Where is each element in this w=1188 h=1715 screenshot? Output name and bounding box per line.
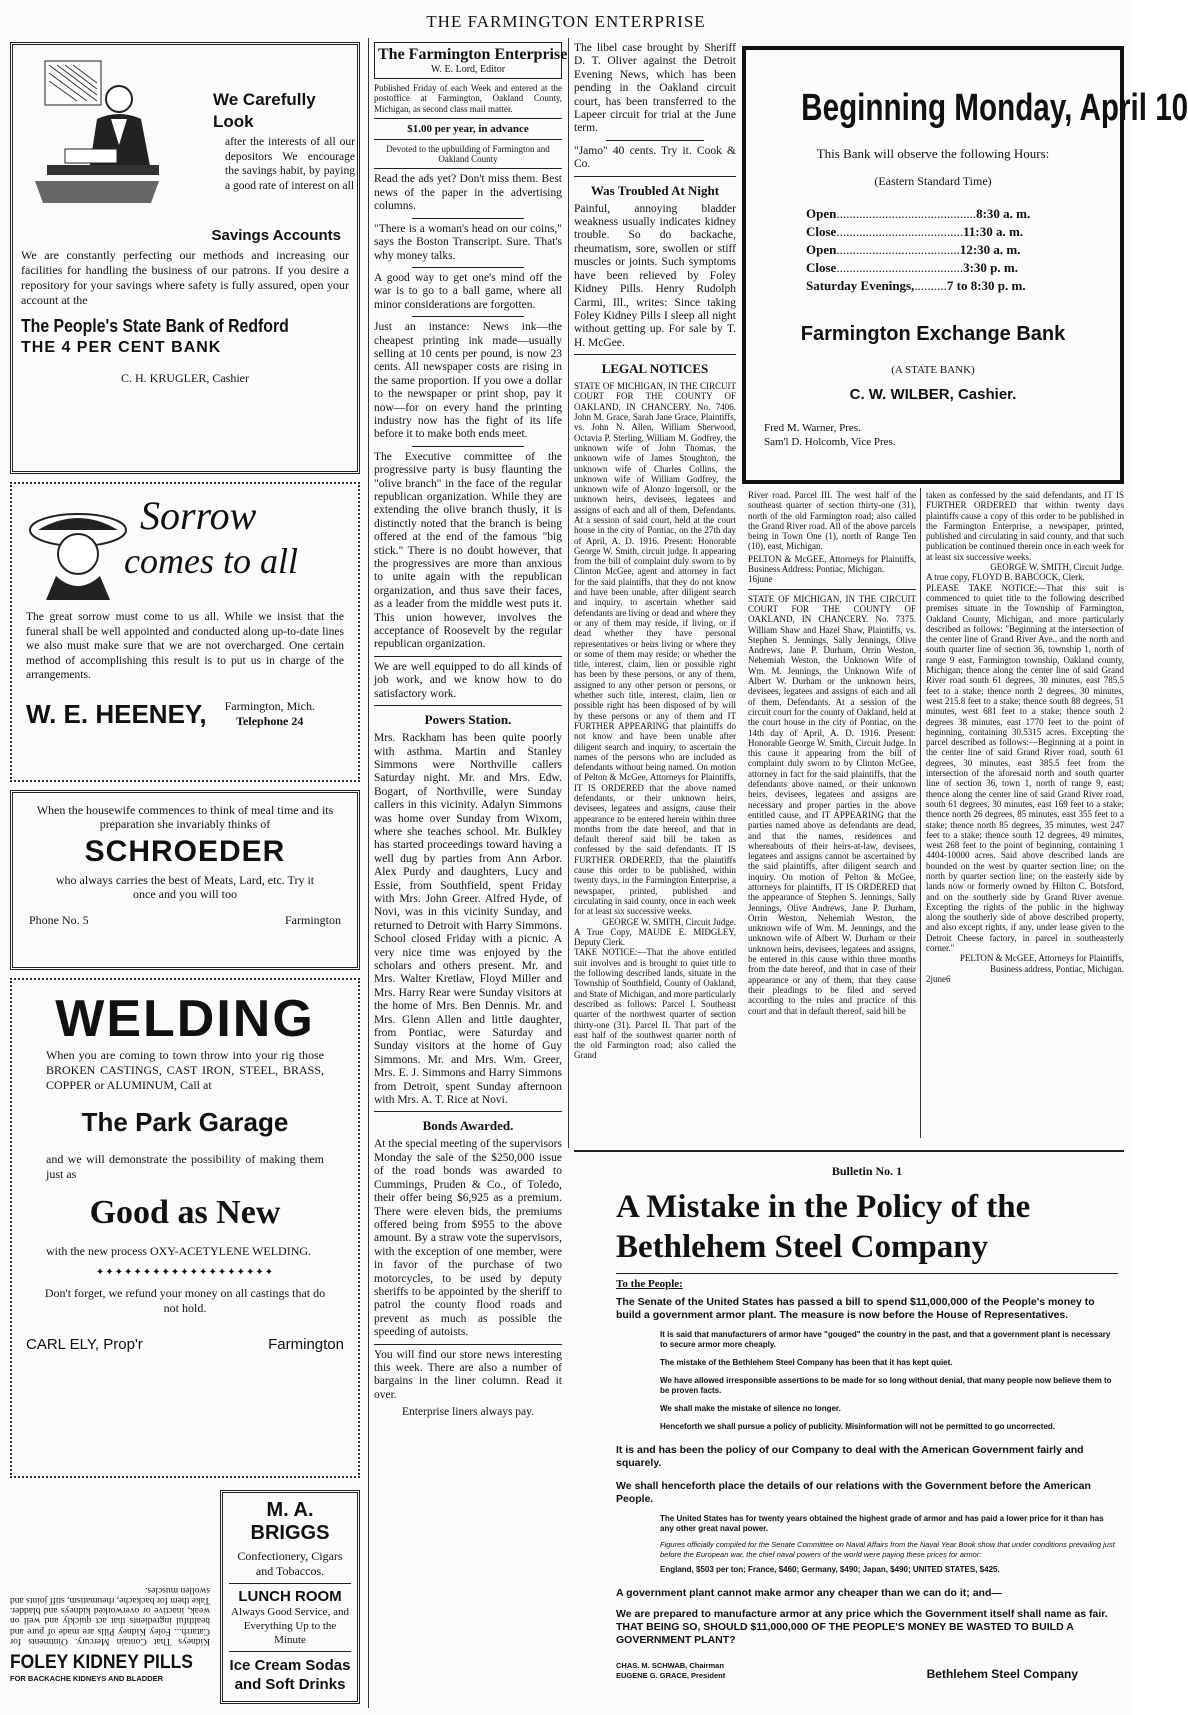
legal5-copy: A true copy, FLOYD B. BABCOCK, Clerk. xyxy=(926,572,1085,583)
column-rule xyxy=(920,488,921,1138)
schroeder-phone: Phone No. 5 xyxy=(29,913,89,927)
legal5-p1: taken as confessed by the said defendants, and IT IS FURTHER ORDERED that within twenty days plaintiffs cause a copy of this order to be published in the Farmington Enterprise, a newspaper, printed, published and circulating in said county, and that such publication be continued therein once in each week for at least six successive weeks. xyxy=(926,490,1124,562)
briggs-name: M. A. BRIGGS xyxy=(250,1499,330,1544)
heeney-name: W. E. HEENEY, xyxy=(26,698,207,729)
legal5-attys: PELTON & McGEE, Attorneys for Plaintiffs, Business address, Pontiac, Michigan. xyxy=(959,953,1124,974)
subscription-price: $1.00 per year, in advance xyxy=(407,122,529,135)
bank-name: The People's State Bank of Redford xyxy=(21,316,289,336)
lunch-room: LUNCH ROOM xyxy=(238,1588,342,1605)
bethlehem-p4: We have allowed irresponsible assertions to be made for so long without denial, that many people now believe them to be proven facts. xyxy=(660,1376,1112,1395)
heeney-funeral-ad xyxy=(10,482,360,782)
bonds-heading: Bonds Awarded. xyxy=(422,1118,514,1134)
garage-town: Farmington xyxy=(268,1336,344,1353)
welding-title: WELDING xyxy=(55,990,315,1048)
garage-prop: CARL ELY, Prop'r xyxy=(26,1336,143,1353)
bethlehem-steel-ad xyxy=(616,1160,1118,1708)
editorial-p4: Just an instance: News ink—the cheapest printing ink made—usually selling at 10 cents per pound, is now 23 cents. All newspaper costs are rising in the same proportion. If you owe a dollar to the newspaper or print shop, pay it now—for on every hand the printing industry now has the fight of its life before it to make both ends meet. xyxy=(374,321,562,441)
store-news: You will find our store news interesting this week. There are also a number of bargains in the liner column. Read it over. xyxy=(374,1348,562,1401)
bethlehem-headline: A Mistake in the Policy of the Bethlehem Steel Company xyxy=(616,1189,1031,1265)
bethlehem-p8: We shall henceforth place the details of our relations with the Government before the American People. xyxy=(616,1480,1091,1505)
jamo-ad: "Jamo" 40 cents. Try it. Cook & Co. xyxy=(574,144,736,171)
legal5-run: 2june6 xyxy=(926,973,951,984)
powers-station-body: Mrs. Rackham has been quite poorly with asthma. Martin and Stanley Simmons were Northville callers Saturday night. Mr. and Mrs. Edw. Bogart, of Northville, were Sunday callers in this vicinity. Adalyn Simmons was home over Sunday from Wixom, where she teaches school. Mr. Bulkley has started proceedings toward having a well dug by parties from Ann Arbor. Alex Purdy and daughters, Lucy and Essie, from Southfield, spent Friday with Mrs. John Greer. Alfred Hyde, of Novi, was in this vicinity Sunday, and returned to Detroit with Harry Simmons. School closed Friday with a picnic. A very nice time was enjoyed by the scholars and others present. Mr. and Mrs. Walter Kretlaw, Floyd Miller and Mrs. Harry Rear were Sunday visitors at the home of Mrs. Ben Dennis. Mr. and Mrs. Glenn Allen and little daughter, from Pontiac, were Saturday and Sunday visitors at the home of Guy Simmons. Mr. and Mrs. Wm. Greer, Mrs. E. J. Simmons and Harry Simmons from Detroit, spent Sunday afternoon with Mrs. A. T. Rice at Novi. xyxy=(374,732,562,1107)
signer-schwab: CHAS. M. SCHWAB, Chairman xyxy=(616,1661,724,1670)
liners-pay: Enterprise liners always pay. xyxy=(401,1406,535,1419)
stars-divider: ✦✦✦✦✦✦✦✦✦✦✦✦✦✦✦✦✦✦✦ xyxy=(95,1267,275,1278)
exchange-intro: This Bank will observe the following Hours: xyxy=(816,146,1050,161)
legal4-parcels: River road. Parcel III. The west half of the southeast quarter of section thirty-one (31), north of the old Farmington road; also called the Grand River road. All of the above parcels being in Town One (1), north of Range Ten (10), east, Michigan. xyxy=(748,490,916,552)
bank-cashier: C. H. KRUGLER, Cashier xyxy=(121,371,249,385)
garage-body4: Don't forget, we refund your money on all castings that do not hold. xyxy=(44,1286,326,1315)
hours-row: Open ...................................... 12:30 a. m. xyxy=(806,242,1021,257)
editorial-column xyxy=(374,42,568,1706)
briggs-ad xyxy=(220,1490,360,1704)
legal4-attys: PELTON & McGEE, Attorneys for Plaintiffs, Business Address: Pontiac, Michigan. xyxy=(748,553,916,575)
heeney-body: The great sorrow must come to us all. While we insist that the funeral shall be well appointed and conducted along up-to-date lines we also must make sure that we are not overcharged. One certain method of accomplishing this result is to put us in charge of the arrangements. xyxy=(26,611,344,681)
schroeder-ad xyxy=(10,790,360,970)
legal5-p2: PLEASE TAKE NOTICE:—That this suit is commenced to quiet title to the following described premises situate in the Township of Farmington, Oakland County, Michigan, and more particularly described as follows: "Beginning at the intersection of the center line of Grand River Ave., and the north and south quarter line of section 36, township 1, north of range 9 east, Farmington township, Oakland county, Michigan; thence along the center line of said Grand River road south 61 degrees, 30 minutes, east 785.5 feet to a stake; thence north 2 degrees, 30 minutes, west 215.8 feet to a stake; thence south 88 degrees, 51 minutes, west 681 feet to a stake; thence south 2 degrees 38 minutes, east 1770 feet to the point of beginning, containing 30.5315 acres. Excepting the parcel described as follows:—Beginning at a point in the center line of said Grand River road, south 61 degrees, 30 minutes, east 385.5 feet from the intersection of the aforesaid north and south quarter line of section 36, town 1, north of range 9, east; thence along the center line of said Grand River road, south 61 degrees, 30 minutes, east 169 feet to a stake; thence north 26 degrees, 85 minutes, east 355 feet to a stake; thence north 85 degrees, 35 minutes, west 247 feet to a stake; thence south 12 degrees, 49 minutes, west 268 feet to the point of beginning, containing 1 4404-10000 acres. Said above described lands are bounded on the west by quarter section line; on the north by quarter section line; on the easterly side by lands now or formerly owned by Hilton C. Botsford, and on the southerly side by Grand River avenue. Excepting the rights of the public in the highway along the southerly side of above described property, and also except rights, if any, under lease given to the Detroit Cheese factory, in parcel in southeasterly corner." xyxy=(926,582,1124,954)
news-column xyxy=(574,42,736,1146)
troubled-heading: Was Troubled At Night xyxy=(590,182,720,198)
bethlehem-p3: The mistake of the Bethlehem Steel Company has been that it has kept quiet. xyxy=(660,1358,953,1367)
headline-line1: We Carefully xyxy=(213,90,316,109)
bonds-body: At the special meeting of the supervisors Monday the sale of the $250,000 issue of the road bonds was awarded to Cummings, Pruden & Co., of Toledo, their offer being $6,925 as a premium. There were eleven bids, the premiums offered being from $955 to the above amount. By a straw vote the supervisors, with the exception of one member, were in favor of the purchase of two motorcycles, to be used by deputy sheriffs to be appointed by the sheriff to patrol the county flood roads and prevent as much as possible the speeding of autoists. xyxy=(374,1138,562,1339)
schroeder-intro: When the housewife commences to think of meal time and its preparation she invariably thinks of xyxy=(36,803,334,831)
foley-sub: FOR BACKACHE KIDNEYS AND BLADDER xyxy=(10,1674,164,1683)
exchange-bank-name: Farmington Exchange Bank xyxy=(800,323,1066,345)
editorial-p6: We are well equipped to do all kinds of job work, and we know how to do satisfactory work. xyxy=(374,660,562,700)
bethlehem-p2: It is said that manufacturers of armor have "gouged" the country in the past, and that a government plant is necessary to secure armor more cheaply. xyxy=(660,1330,1111,1349)
bethlehem-p5: We shall make the mistake of silence no longer. xyxy=(660,1404,841,1413)
exchange-headline: Beginning Monday, April 10 xyxy=(801,87,1188,129)
bethlehem-p13: We are prepared to manufacture armor at any price which the Government itself shall name as fair. THAT BEING SO, SHOULD $11,000,000 OF THE PEOPLE'S MONEY BE WASTED TO BUILD A GOVERNMENT PLANT? xyxy=(616,1608,1108,1646)
column-rule xyxy=(368,38,369,1708)
exchange-bank-ad xyxy=(742,46,1188,484)
bethlehem-p7: It is and has been the policy of our Company to deal with the American Government fairly and squarely. xyxy=(616,1444,1084,1469)
exchange-cashier: C. W. WILBER, Cashier. xyxy=(849,386,1017,403)
sorrow-title-line2: comes to all xyxy=(124,541,298,581)
bethlehem-p12: A government plant cannot make armor any cheaper than we can do it; and— xyxy=(616,1587,1002,1599)
headline-line2: Look xyxy=(213,112,254,131)
exchange-state: (A STATE BANK) xyxy=(891,364,975,376)
editorial-p2: "There is a woman's head on our coins," says the Boston Transcript. Sure. That's why money talks. xyxy=(374,222,562,262)
exchange-vpres: Sam'l D. Holcomb, Vice Pres. xyxy=(764,436,896,448)
editorial-p1: Read the ads yet? Don't miss them. Best news of the paper in the advertising columns. xyxy=(374,173,562,213)
editorial-p5: The Executive committee of the progressive party is busy flaunting the "olive branch" in the face of the regular republican organization. While they are extending the olive branch thusly, it is distinctly noted that the branch is being offered at the end of the famous "big stick." There is no doubt however, that the progressives are more than anxious to unite again with the republican organization, and thus save their faces, as a leader from the middle west puts it. This union however, involves the acceptance of Roosevelt by the regular republican organization. xyxy=(374,450,562,651)
woman-portrait-icon xyxy=(26,496,130,600)
schroeder-name: SCHROEDER xyxy=(84,835,286,868)
hours-row: Close ....................................... 11:30 a. m. xyxy=(806,224,1024,239)
bethlehem-p10: Figures officially compiled for the Senate Committee on Naval Affairs from the Naval Year Book show that under conditions prevailing just before the European war, the chief naval powers of the world were paying these prices for armor: xyxy=(660,1540,1115,1559)
libel-case: The libel case brought by Sheriff D. T. Oliver against the Detroit Evening News, which has been pending in the Oakland circuit court, has been transferred to the Lapeer circuit for trial at the June term. xyxy=(574,42,736,135)
heeney-phone: Telephone 24 xyxy=(236,714,304,728)
masthead: THE FARMINGTON ENTERPRISE xyxy=(426,12,706,31)
park-garage-ad xyxy=(10,978,360,1478)
peoples-state-bank-ad xyxy=(10,42,360,474)
legal-notices-heading: LEGAL NOTICES xyxy=(601,361,709,377)
bethlehem-company: Bethlehem Steel Company xyxy=(926,1667,1078,1681)
lunch-desc: Always Good Service, and Everything Up to the Minute xyxy=(231,1606,349,1646)
powers-station-heading: Powers Station. xyxy=(424,712,512,728)
foley-brand: FOLEY KIDNEY PILLS xyxy=(10,1652,193,1673)
legal-notice-7406: STATE OF MICHIGAN, IN THE CIRCUIT COURT FOR THE COUNTY OF OAKLAND, IN CHANCERY. No. 7406. John M. Grace, Sarah Jane Grace, Plaintiffs, vs. John N. Allen, William Sherwood, Octavia P. Sterling, William M. Godfrey, the unknown wife of John Thomas, the unknown wife of James Stoughton, the unknown wife of Charles Collins, the unknown wife of William Godfrey, the unknown wife of Alonzo Ingersoll, or the unknown heirs, devisees, legatees and assigns of each and all of them, Defendants. At a session of said court, held at the court house in the city of Pontiac, on the 27th day of April, A. D. 1916. Present: Honorable George W. Smith, circuit judge. It appearing from the bill of complaint duly sworn to by Clinton McGee, agent and attorney in fact for the said plaintiffs, that they do not know and have been unable, after diligent search and inquiry, to ascertain whether said defendants are living or dead and where they or any of them may reside, if living, or if dead whether they have personal representatives or heirs living or where they or some of them may reside; or whether the title, interest, claim, lien or possible right has been by these persons, or any of them, assigned to any other person or persons, or whether such title, interest, claim, lien or possible right has been disposed of by will by these persons or any of them and IT FURTHER APPEARING that plaintiffs do not know and have been unable after diligent search and inquiry, to ascertain the names of the persons who are included as defendants without being named. On motion of Pelton & McGee, Attorneys for Plaintiffs, IT IS ORDERED that the above named defendants, or their unknown heirs, devisees, legatees and assigns, cause their appearance to be entered herein within three months from the date hereof, and that in default thereof said bill be taken as confessed by the said defendants. IT IS FURTHER ORDERED, that the plaintiffs cause this order to be published, within twenty days, in the Farmington Enterprise, a newspaper, printed, published and circulating in said county, once in each week for at least six successive weeks. xyxy=(574,381,736,917)
banker-illustration-icon xyxy=(27,53,167,213)
published-note: Published Friday of each Week and entered at the postoffice at Farmington, Oakland County, Michigan, as second class mail matter. xyxy=(374,83,562,114)
savings-accounts-heading: Savings Accounts xyxy=(211,227,341,244)
legal-notice-take: TAKE NOTICE:—That the above entitled suit involves and is brought to quiet title to the following described lands, situate in the Township of Southfield, County of Oakland, and State of Michigan, and more particularly described as follows: Parcel I. Southeast quarter of the northwest quarter of section thirty-one (31). Parcel II. That part of the east half of the southwest quarter north of the old Farmington road; also called the Grand xyxy=(574,947,736,1061)
column-rule xyxy=(568,38,569,1148)
bulletin-number: Bulletin No. 1 xyxy=(831,1164,903,1178)
legal-column-4 xyxy=(748,490,916,1140)
legal-notice-7375: STATE OF MICHIGAN, IN THE CIRCUIT COURT FOR THE COUNTY OF OAKLAND, IN CHANCERY. No. 7375. William Shaw and Hazel Shaw, Plaintiffs, vs. Stephen S. Jennings, Sally Jennings, Olive Andrews, Jane P. Durham, Orrin Weston, Nehemiah Weston, the Unknown Wife of Wm. M. Jennings, the Unknown Wife of Albert W. Durham or the unknown heirs, devisees, legatees and assigns of each and all of them, Defendants. At a session of the circuit court for the county of Oakland, held at the court house in the city of Pontiac, on the 14th day of April, A. D. 1916. Present: Honorable George W. Smith, Circuit Judge. In this cause it appearing from the bill of complaint duly sworn to by Clinton McGee, attorney in fact for the said plaintiffs, that the defendants above named, or their unknown heirs, devisees, legatees and assigns are necessary and proper parties in the above entitled cause, and IT APPEARING that the parties named above as defendants are dead, and that the names, residences and whereabouts of their heirs-at-law, devisees, legatees and assigns cannot be ascertained by the said plaintiffs, after diligent search and inquiry. On motion of Pelton & McGee, attorneys for plaintiffs, IT IS ORDERED that the appearance of Stephen S. Jennings, Sally Jennings, Olive Andrews, Jane P. Durham, Orrin Weston, Nehemiah Weston, the unknown wife of Wm. M. Jennings, and the unknown wife of Albert W. Durham or their unknown heirs, devisees, legatees and assigns, be entered in this cause within three months from the date hereof, and that in case of their appearance or any of them, that they cause their pleadings to be filed and served according to the rules and practice of this court and that in default thereof, said bill be xyxy=(748,593,916,1016)
legal5-sign: GEORGE W. SMITH, Circuit Judge. xyxy=(990,562,1124,573)
foley-kidney-pills-ad xyxy=(10,1486,210,1708)
legal-column-5 xyxy=(926,490,1124,1140)
ice-cream: Ice Cream Sodas and Soft Drinks xyxy=(229,1657,351,1693)
editor: W. E. Lord, Editor xyxy=(430,64,506,75)
heeney-location: Farmington, Mich. xyxy=(224,699,315,713)
legal4-run: 16june xyxy=(748,574,773,585)
hours-row: Open ........................................... 8:30 a. m. xyxy=(806,206,1031,221)
exchange-tz: (Eastern Standard Time) xyxy=(874,174,992,188)
garage-body2: and we will demonstrate the possibility of making them just as xyxy=(46,1152,324,1181)
bethlehem-p9: The United States has for twenty years obtained the highest grade of armor and has paid a lower price for it than has any other great naval power. xyxy=(660,1514,1104,1533)
bethlehem-p6: Henceforth we shall pursue a policy of publicity. Misinformation will not be permitted to go uncorrected. xyxy=(660,1422,1056,1431)
bank-subtitle: THE 4 PER CENT BANK xyxy=(21,339,222,356)
exchange-pres: Fred M. Warner, Pres. xyxy=(764,422,861,434)
legal-notice-copy: A True Copy, MAUDE E. MIDGLEY, Deputy Clerk. xyxy=(574,926,736,948)
editorial-p3: A good way to get one's mind off the war is to go to a ball game, where all minor considerations are forgotten. xyxy=(374,271,562,311)
schroeder-town: Farmington xyxy=(285,913,341,927)
park-garage-name: The Park Garage xyxy=(81,1107,289,1137)
devoted-note: Devoted to the upbuilding of Farmington and Oakland County xyxy=(386,143,550,165)
signer-grace: EUGENE G. GRACE, President xyxy=(616,1671,726,1680)
garage-body3: with the new process OXY-ACETYLENE WELDING. xyxy=(46,1244,312,1258)
bank-body1: after the interests of all our depositors We encourage the savings habit, by paying a good rate of interest on all xyxy=(225,136,355,192)
schroeder-body: who always carries the best of Meats, Lard, etc. Try it once and you will too xyxy=(55,873,315,901)
foley-mirrored-text: Kidneys That Contain Mercury. Ointments for Catarrh... Foley Kidney Pills are made of pure and healthful ingredients that act quickly and well on weak, inactive or overworked kidneys and bladder. Take them for backache, rheumatism, stiff joints and swollen muscles. xyxy=(10,1584,210,1646)
garage-body1: When you are coming to town throw into your rig those BROKEN CASTINGS, CAST IRON, STEEL, BRASS, COPPER or ALUMINUM, Call at xyxy=(46,1048,324,1092)
bank-body2: We are constantly perfecting our methods and increasing our facilities for handling the business of our patrons. If you desire a repository for your savings where safety is fully assured, open your account at the xyxy=(21,248,349,307)
bethlehem-p11: England, $503 per ton; France, $460; Germany, $490; Japan, $490; UNITED STATES, $425. xyxy=(660,1565,1000,1574)
good-as-new: Good as New xyxy=(89,1194,281,1231)
bethlehem-p1: The Senate of the United States has passed a bill to spend $11,000,000 of the People's money to build a government armor plant. The measure is now before the House of Representatives. xyxy=(616,1296,1095,1321)
section-rule xyxy=(574,1150,1124,1152)
hours-row: Close ....................................... 3:30 p. m. xyxy=(806,260,1018,275)
to-the-people: To the People: xyxy=(616,1278,683,1290)
paper-name: The Farmington Enterprise xyxy=(378,46,568,63)
sorrow-title-line1: Sorrow xyxy=(140,493,257,538)
briggs-desc: Confectionery, Cigars and Tobaccos. xyxy=(237,1549,343,1578)
legal-notice-sign: GEORGE W. SMITH, Circuit Judge. xyxy=(602,916,736,927)
troubled-body: Painful, annoying bladder weakness usually indicates kidney trouble. So do backache, rheumatism, sore, swollen or stiff muscles or joints. Such symptoms have been relieved by Foley Kidney Pills. Henry Rudolph Carmi, Ill., writes: Since taking Foley Kidney Pills I sleep all night without getting up. For sale by T. H. McGee. xyxy=(574,202,736,349)
hours-list xyxy=(806,205,1102,295)
hours-row: Saturday Evenings, .......... 7 to 8:30 p. m. xyxy=(806,278,1026,293)
